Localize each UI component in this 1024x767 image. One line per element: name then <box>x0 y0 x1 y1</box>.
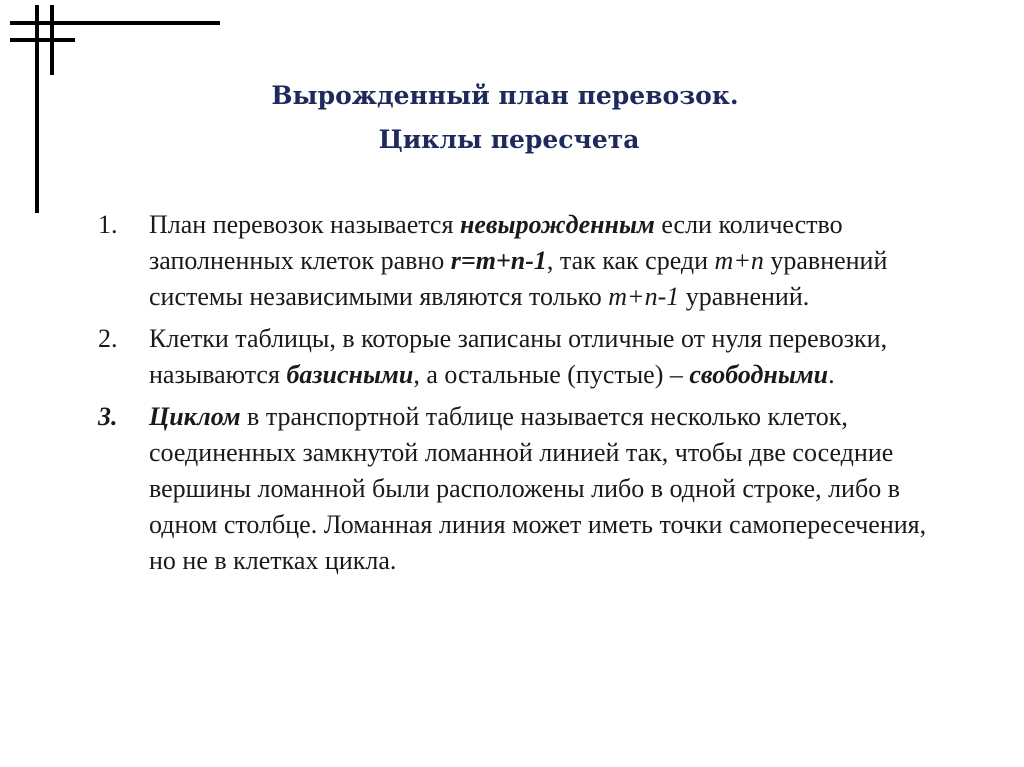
list-number: 1. <box>98 210 118 239</box>
term-nondegenerate: невырожденным <box>459 210 655 239</box>
slide-body <box>98 207 958 585</box>
item-text: если количество заполненных клеток равно <box>149 210 843 275</box>
item-text: уравнений системы независимыми являются только <box>149 246 888 311</box>
frame-horizontal-line <box>10 21 220 25</box>
item-text: в транспортной таблице называется несколько клеток, соединенных замкнутой ломанной линией так, чтобы две соседние вершины ломанной были расположены либо в одной строке, либо в одном столбце. Ломанная линия может иметь точки самопересечения, но не в клетках цикла. <box>149 402 927 575</box>
item-text: , так как среди <box>546 246 715 275</box>
item-text: Клетки таблицы, в которые записаны отличные от нуля перевозки, называются <box>149 324 888 389</box>
list-number: 2. <box>98 324 118 353</box>
term-basic: базисными <box>286 360 414 389</box>
title-line-1: Вырожденный план перевозок. <box>271 81 739 110</box>
item-text: . <box>828 360 835 389</box>
formula-m-plus-n: m+n <box>714 246 764 275</box>
item-text: План перевозок называется <box>149 210 460 239</box>
list-item-2 <box>98 321 958 393</box>
slide-title <box>0 74 1024 162</box>
title-line-2: Циклы пересчета <box>378 125 640 154</box>
term-cycle: Циклом <box>149 402 241 431</box>
list-item-3 <box>98 399 958 579</box>
formula-m-plus-n-minus-1: m+n-1 <box>608 282 680 311</box>
list-number: 3. <box>98 402 118 431</box>
item-text: уравнений. <box>679 282 810 311</box>
frame-horizontal-line-short <box>10 38 75 42</box>
item-text: , а остальные (пустые) – <box>413 360 690 389</box>
term-free: свободными <box>689 360 829 389</box>
list-item-1 <box>98 207 958 315</box>
formula-r: r=m+n-1 <box>450 246 547 275</box>
